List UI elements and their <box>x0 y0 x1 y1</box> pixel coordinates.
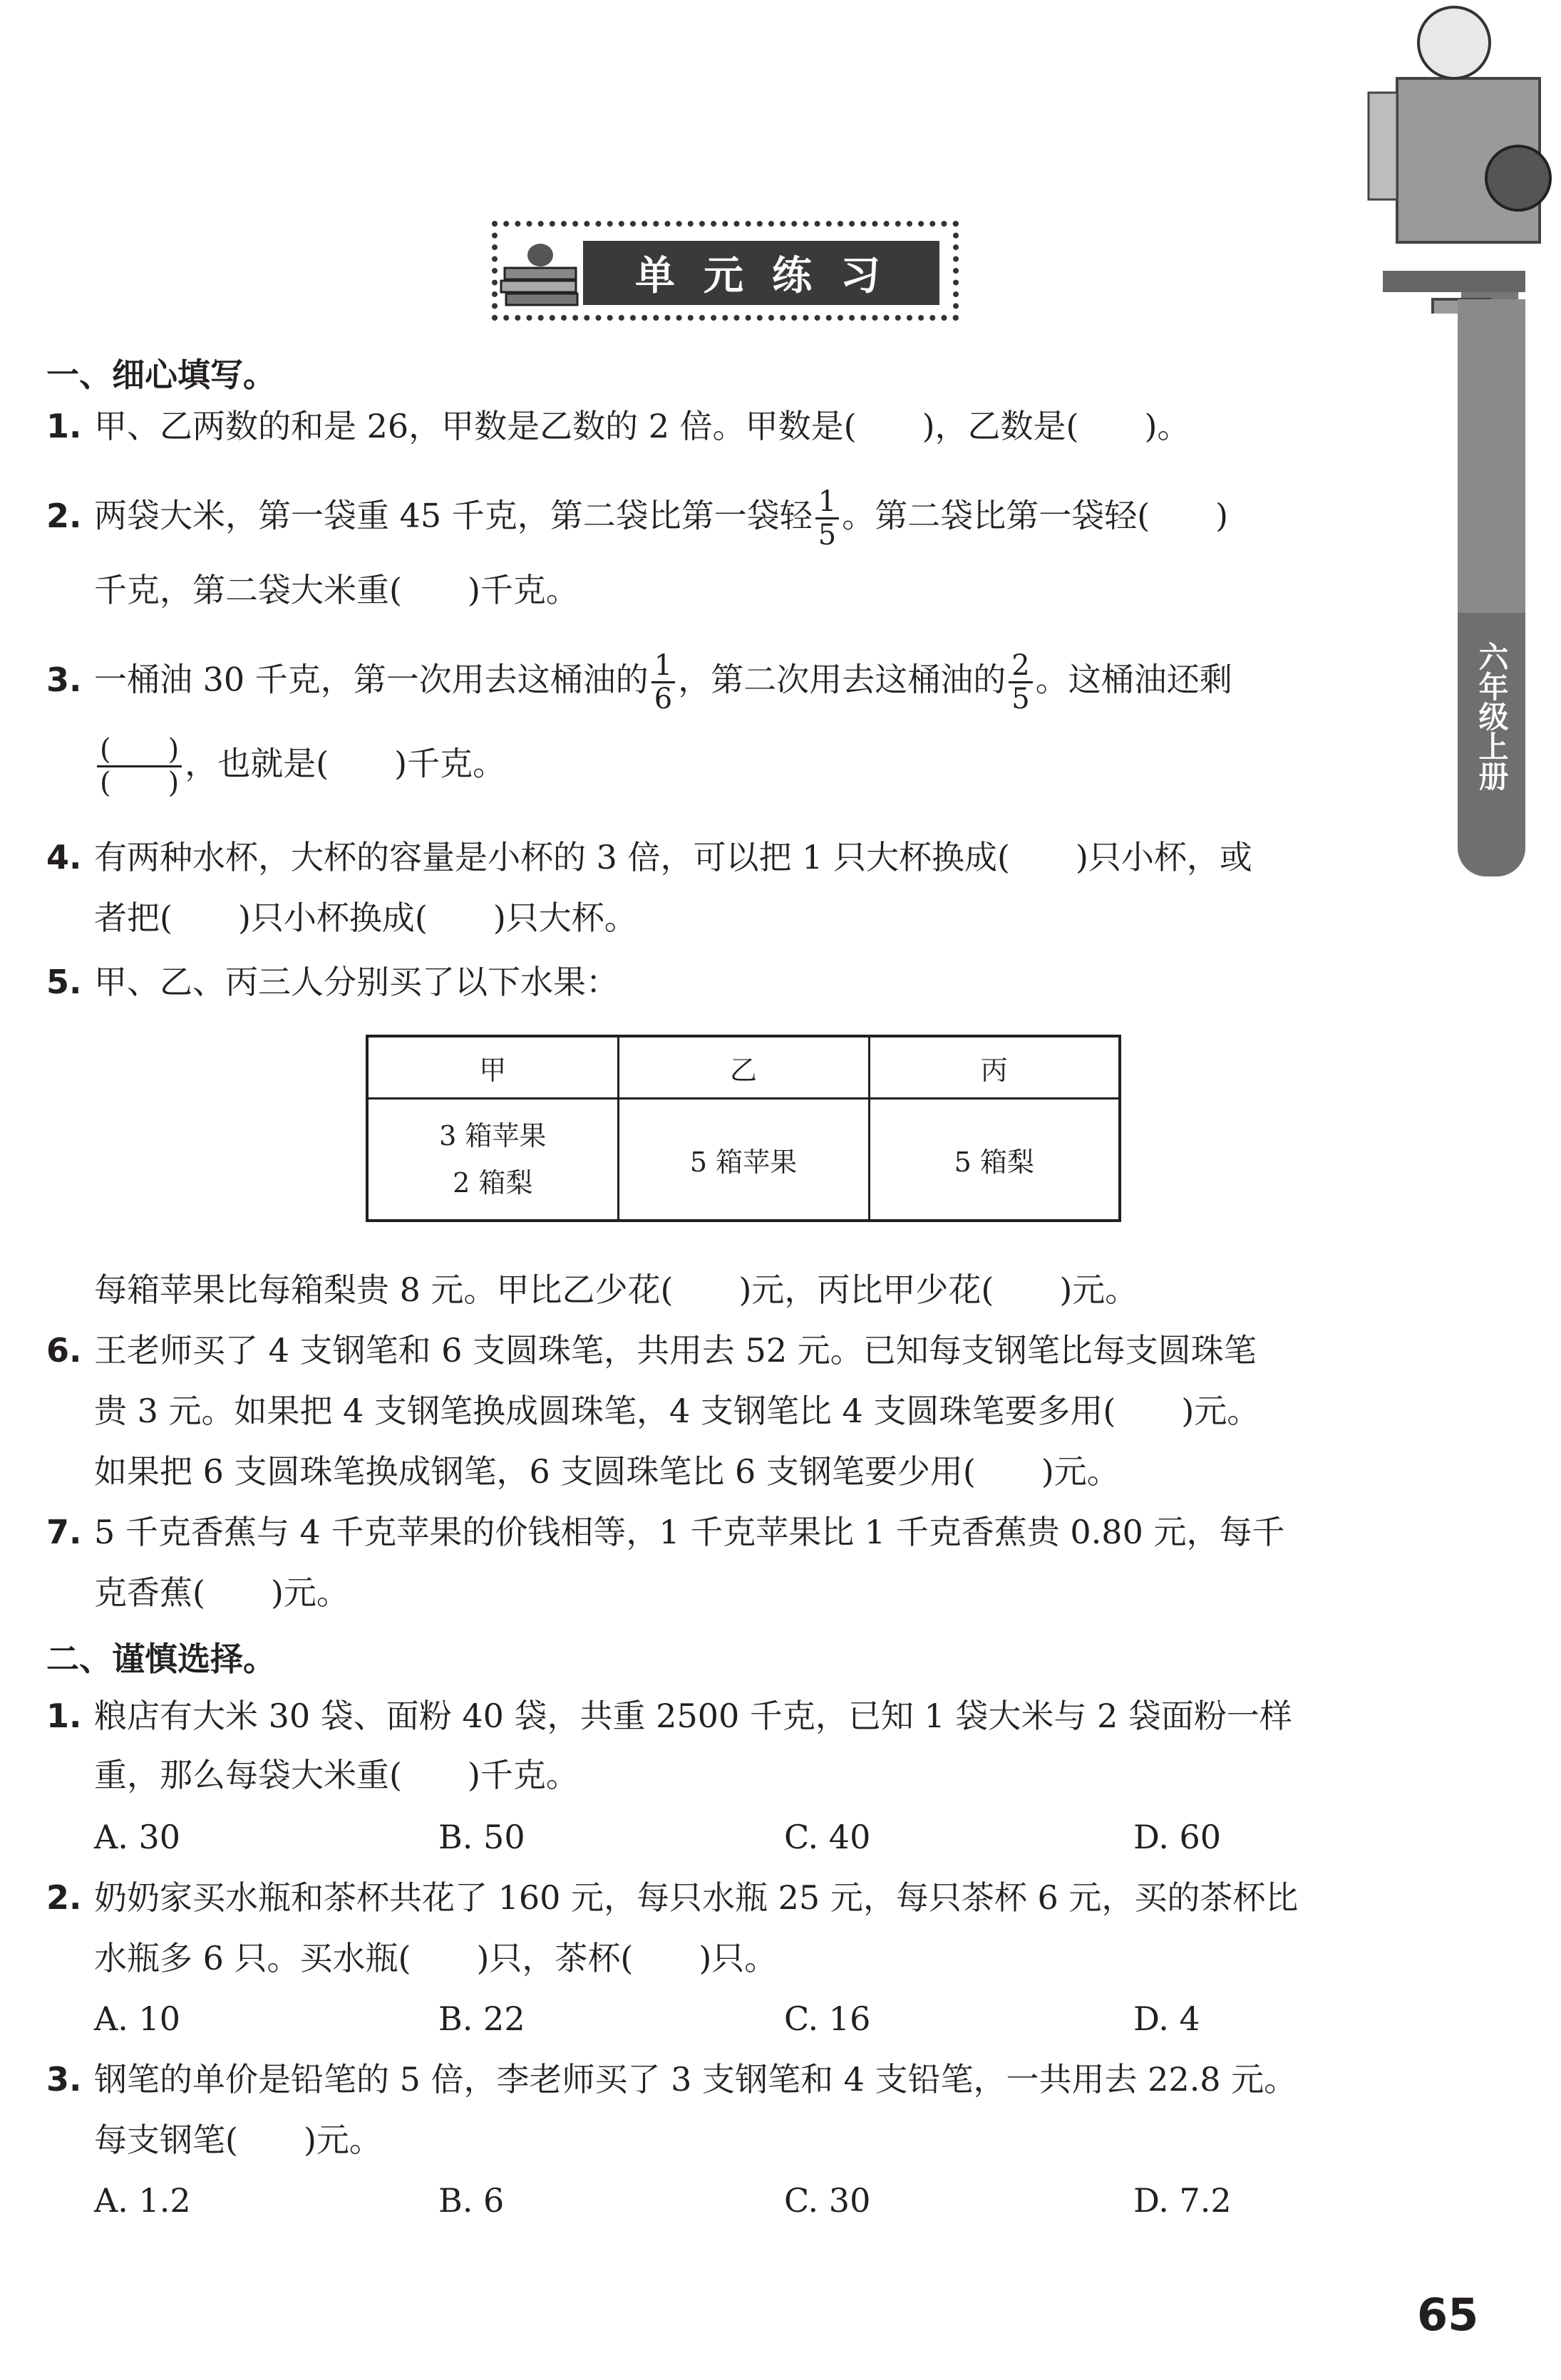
s2-question-1 <box>46 1696 1292 1736</box>
question-number: 4. <box>46 838 82 876</box>
question-number: 5. <box>46 963 82 1001</box>
s1-question-2-line2: 千克，第二袋大米重( )千克。 <box>94 571 579 609</box>
s1-question-6-line2: 贵 3 元。如果把 4 支钢笔换成圆珠笔，4 支钢笔比 4 支圆珠笔要多用( )元。 <box>94 1392 1260 1430</box>
question-text: 。这桶油还剩 <box>1035 660 1232 699</box>
question-number: 1. <box>46 1697 82 1735</box>
question-text: 5 千克香蕉与 4 千克苹果的价钱相等，1 千克苹果比 1 千克香蕉贵 0.80 元，每千 <box>94 1513 1285 1551</box>
option-a[interactable]: A. 30 <box>94 1818 180 1856</box>
cartoon-kids-illustration <box>1354 0 1561 314</box>
question-number: 3. <box>46 660 82 699</box>
s1-question-3 <box>46 650 1232 715</box>
option-d[interactable]: D. 4 <box>1133 1999 1200 2038</box>
table-cell: 5 箱苹果 <box>618 1099 869 1221</box>
question-text: 甲、乙、丙三人分别买了以下水果： <box>94 963 619 1001</box>
question-text: 钢笔的单价是铅笔的 5 倍，李老师买了 3 支钢笔和 4 支铅笔，一共用去 22.8 元。 <box>94 2060 1297 2099</box>
fraction <box>1009 650 1032 715</box>
fruit-table <box>366 1035 1121 1222</box>
s1-question-5-after: 每箱苹果比每箱梨贵 8 元。甲比乙少花( )元，丙比甲少花( )元。 <box>94 1271 1138 1309</box>
s1-question-7 <box>46 1512 1284 1552</box>
s1-question-4 <box>46 837 1252 877</box>
question-text: 。第二袋比第一袋轻( ) <box>842 496 1229 535</box>
books-apple-icon <box>498 241 579 312</box>
s2-question-2 <box>46 1878 1298 1918</box>
s1-question-5 <box>46 962 619 1002</box>
option-d[interactable]: D. 7.2 <box>1133 2181 1232 2220</box>
fraction-denominator: 5 <box>818 519 837 552</box>
s1-question-3-line2 <box>94 734 505 799</box>
table-header-cell: 乙 <box>618 1036 869 1099</box>
cell-line: 2 箱梨 <box>453 1167 533 1199</box>
fraction-numerator: 1 <box>815 486 839 519</box>
fraction-numerator: 1 <box>651 650 675 683</box>
option-b[interactable]: B. 6 <box>438 2181 505 2220</box>
question-number: 3. <box>46 2060 82 2099</box>
question-number: 6. <box>46 1331 82 1370</box>
question-text: 两袋大米，第一袋重 45 千克，第二袋比第一袋轻 <box>94 496 813 535</box>
s2-question-1-line2: 重，那么每袋大米重( )千克。 <box>94 1756 579 1794</box>
question-text: 一桶油 30 千克，第一次用去这桶油的 <box>94 660 649 699</box>
question-text: 奶奶家买水瓶和茶杯共花了 160 元，每只水瓶 25 元，每只茶杯 6 元，买的茶杯比 <box>94 1878 1299 1917</box>
s2-question-2-line2: 水瓶多 6 只。买水瓶( )只，茶杯( )只。 <box>94 1939 778 1977</box>
question-text: 粮店有大米 30 袋、面粉 40 袋，共重 2500 千克，已知 1 袋大米与 2 袋面粉一样 <box>94 1697 1292 1735</box>
section1-heading: 一、细心填写。 <box>46 356 276 394</box>
side-pole <box>1458 299 1525 613</box>
table-header-cell: 丙 <box>869 1036 1120 1099</box>
page-number: 65 <box>1417 2289 1479 2341</box>
fraction <box>815 486 839 551</box>
s2-question-3 <box>46 2059 1297 2099</box>
question-text: 王老师买了 4 支钢笔和 6 支圆珠笔，共用去 52 元。已知每支钢笔比每支圆珠笔 <box>94 1331 1257 1370</box>
option-b[interactable]: B. 22 <box>438 1999 525 2038</box>
s1-question-6 <box>46 1330 1257 1370</box>
question-text: ，也就是( )千克。 <box>185 744 506 783</box>
s1-question-2 <box>46 486 1228 551</box>
s1-question-1 <box>46 406 1190 446</box>
question-number: 1. <box>46 407 82 445</box>
s1-question-4-line2: 者把( )只小杯换成( )只大杯。 <box>94 899 637 937</box>
page-title: 单元练习 <box>583 241 939 305</box>
fraction-denominator: 6 <box>654 683 673 715</box>
option-c[interactable]: C. 30 <box>784 2181 871 2220</box>
fraction-denominator: ( ) <box>100 767 180 800</box>
question-number: 7. <box>46 1513 82 1551</box>
option-a[interactable]: A. 10 <box>94 1999 180 2038</box>
question-number: 2. <box>46 1878 82 1917</box>
fraction-numerator: ( ) <box>97 734 182 767</box>
fraction-numerator: 2 <box>1009 650 1032 683</box>
title-banner <box>492 221 959 321</box>
grade-side-tab: 六年级上册 <box>1458 613 1525 876</box>
table-cell: 5 箱梨 <box>869 1099 1120 1221</box>
question-text: 甲、乙两数的和是 26，甲数是乙数的 2 倍。甲数是( )，乙数是( )。 <box>94 407 1190 445</box>
table-header-cell: 甲 <box>367 1036 618 1099</box>
option-c[interactable]: C. 16 <box>784 1999 871 2038</box>
fraction <box>651 650 675 715</box>
option-b[interactable]: B. 50 <box>438 1818 525 1856</box>
option-d[interactable]: D. 60 <box>1133 1818 1222 1856</box>
option-c[interactable]: C. 40 <box>784 1818 871 1856</box>
blank-fraction <box>97 734 182 799</box>
section2-heading: 二、谨慎选择。 <box>46 1640 276 1678</box>
question-text: ，第二次用去这桶油的 <box>678 660 1006 699</box>
cell-line: 3 箱苹果 <box>439 1120 547 1152</box>
s2-question-3-line2: 每支钢笔( )元。 <box>94 2121 382 2159</box>
option-a[interactable]: A. 1.2 <box>94 2181 191 2220</box>
s1-question-7-line2: 克香蕉( )元。 <box>94 1573 349 1612</box>
s1-question-6-line3: 如果把 6 支圆珠笔换成钢笔，6 支圆珠笔比 6 支钢笔要少用( )元。 <box>94 1452 1120 1491</box>
question-text: 有两种水杯，大杯的容量是小杯的 3 倍，可以把 1 只大杯换成( )只小杯，或 <box>94 838 1252 876</box>
fraction-denominator: 5 <box>1011 683 1030 715</box>
question-number: 2. <box>46 496 82 535</box>
table-cell <box>367 1099 618 1221</box>
